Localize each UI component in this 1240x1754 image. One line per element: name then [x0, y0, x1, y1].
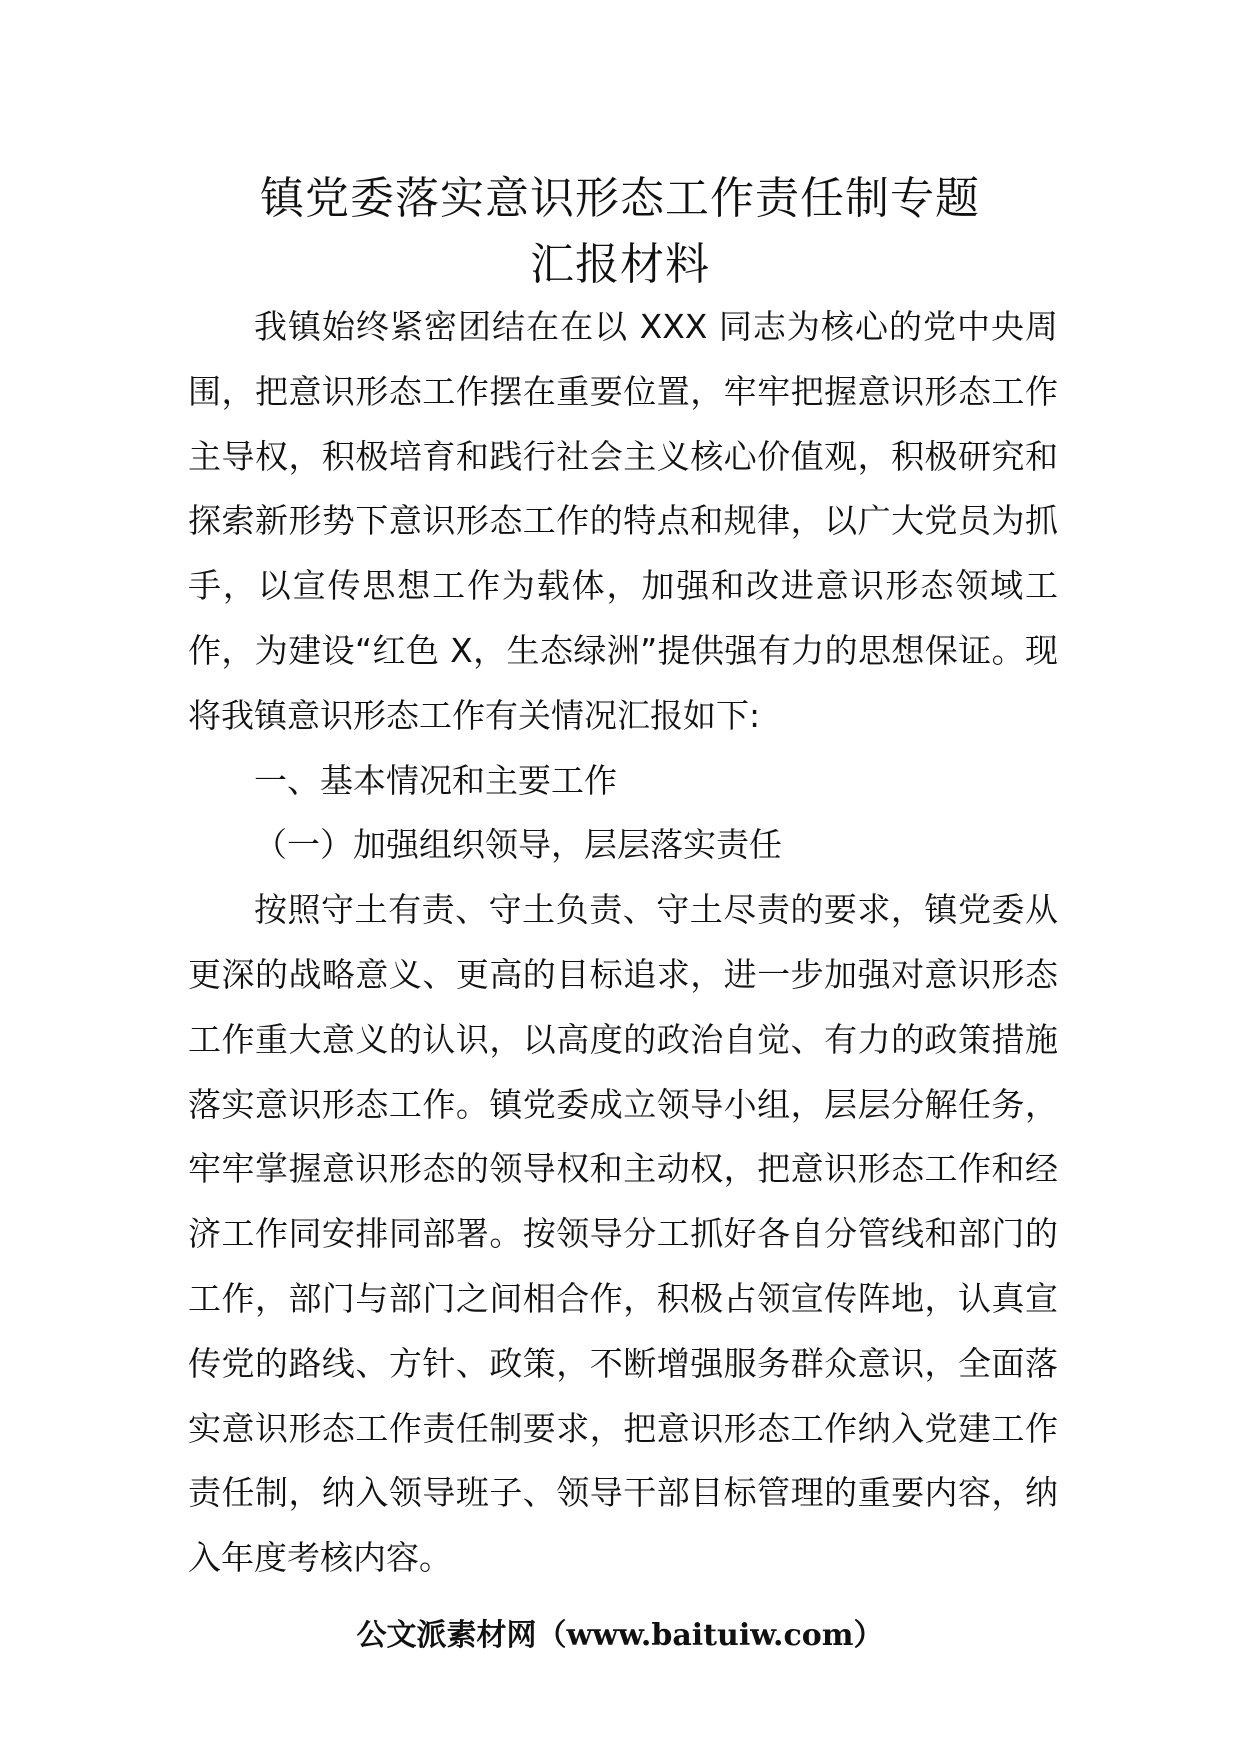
section-heading: 一、基本情况和主要工作	[254, 760, 617, 800]
body-paragraph-organization: 按照守土有责、守土负责、守土尽责的要求，镇党委从更深的战略意义、更高的目标追求，进一步加强对意识形态工作重大意义的认识，以高度的政治自觉、有力的政策措施落实意识形态工作。镇党委成立领导小组，层层分解任务，牢牢掌握意识形态的领导权和主动权，把意识形态工作和经济工作同安排同部署。按领导分工抓好各自分管线和部门的工作，部门与部门之间相合作，积极占领宣传阵地，认真宣传党的路线、方针、政策，不断增强服务群众意识，全面落实意识形态工作责任制要求，把意识形态工作纳入党建工作责任制，纳入领导班子、领导干部目标管理的重要内容，纳入年度考核内容。	[188, 890, 1058, 1578]
document-body	[188, 295, 1058, 1591]
footer-watermark: 公文派素材网（www.baituiw.com）	[356, 1618, 884, 1653]
document-title-line-1: 镇党委落实意识形态工作责任制专题	[260, 173, 980, 224]
document-title-line-2: 汇报材料	[530, 239, 710, 290]
subsection-heading: （一）加强组织领导，层层落实责任	[254, 825, 782, 865]
body-paragraph-intro: 我镇始终紧密团结在在以 XXX 同志为核心的党中央周围，把意识形态工作摆在重要位置，牢牢把握意识形态工作主导权，积极培育和践行社会主义核心价值观，积极研究和探索新形势下意识形态工作的特点和规律，以广大党员为抓手，以宣传思想工作为载体，加强和改进意识形态领域工作，为建设“红色 X，生态绿洲”提供强有力的思想保证。现将我镇意识形态工作有关情况汇报如下:	[188, 307, 1058, 735]
